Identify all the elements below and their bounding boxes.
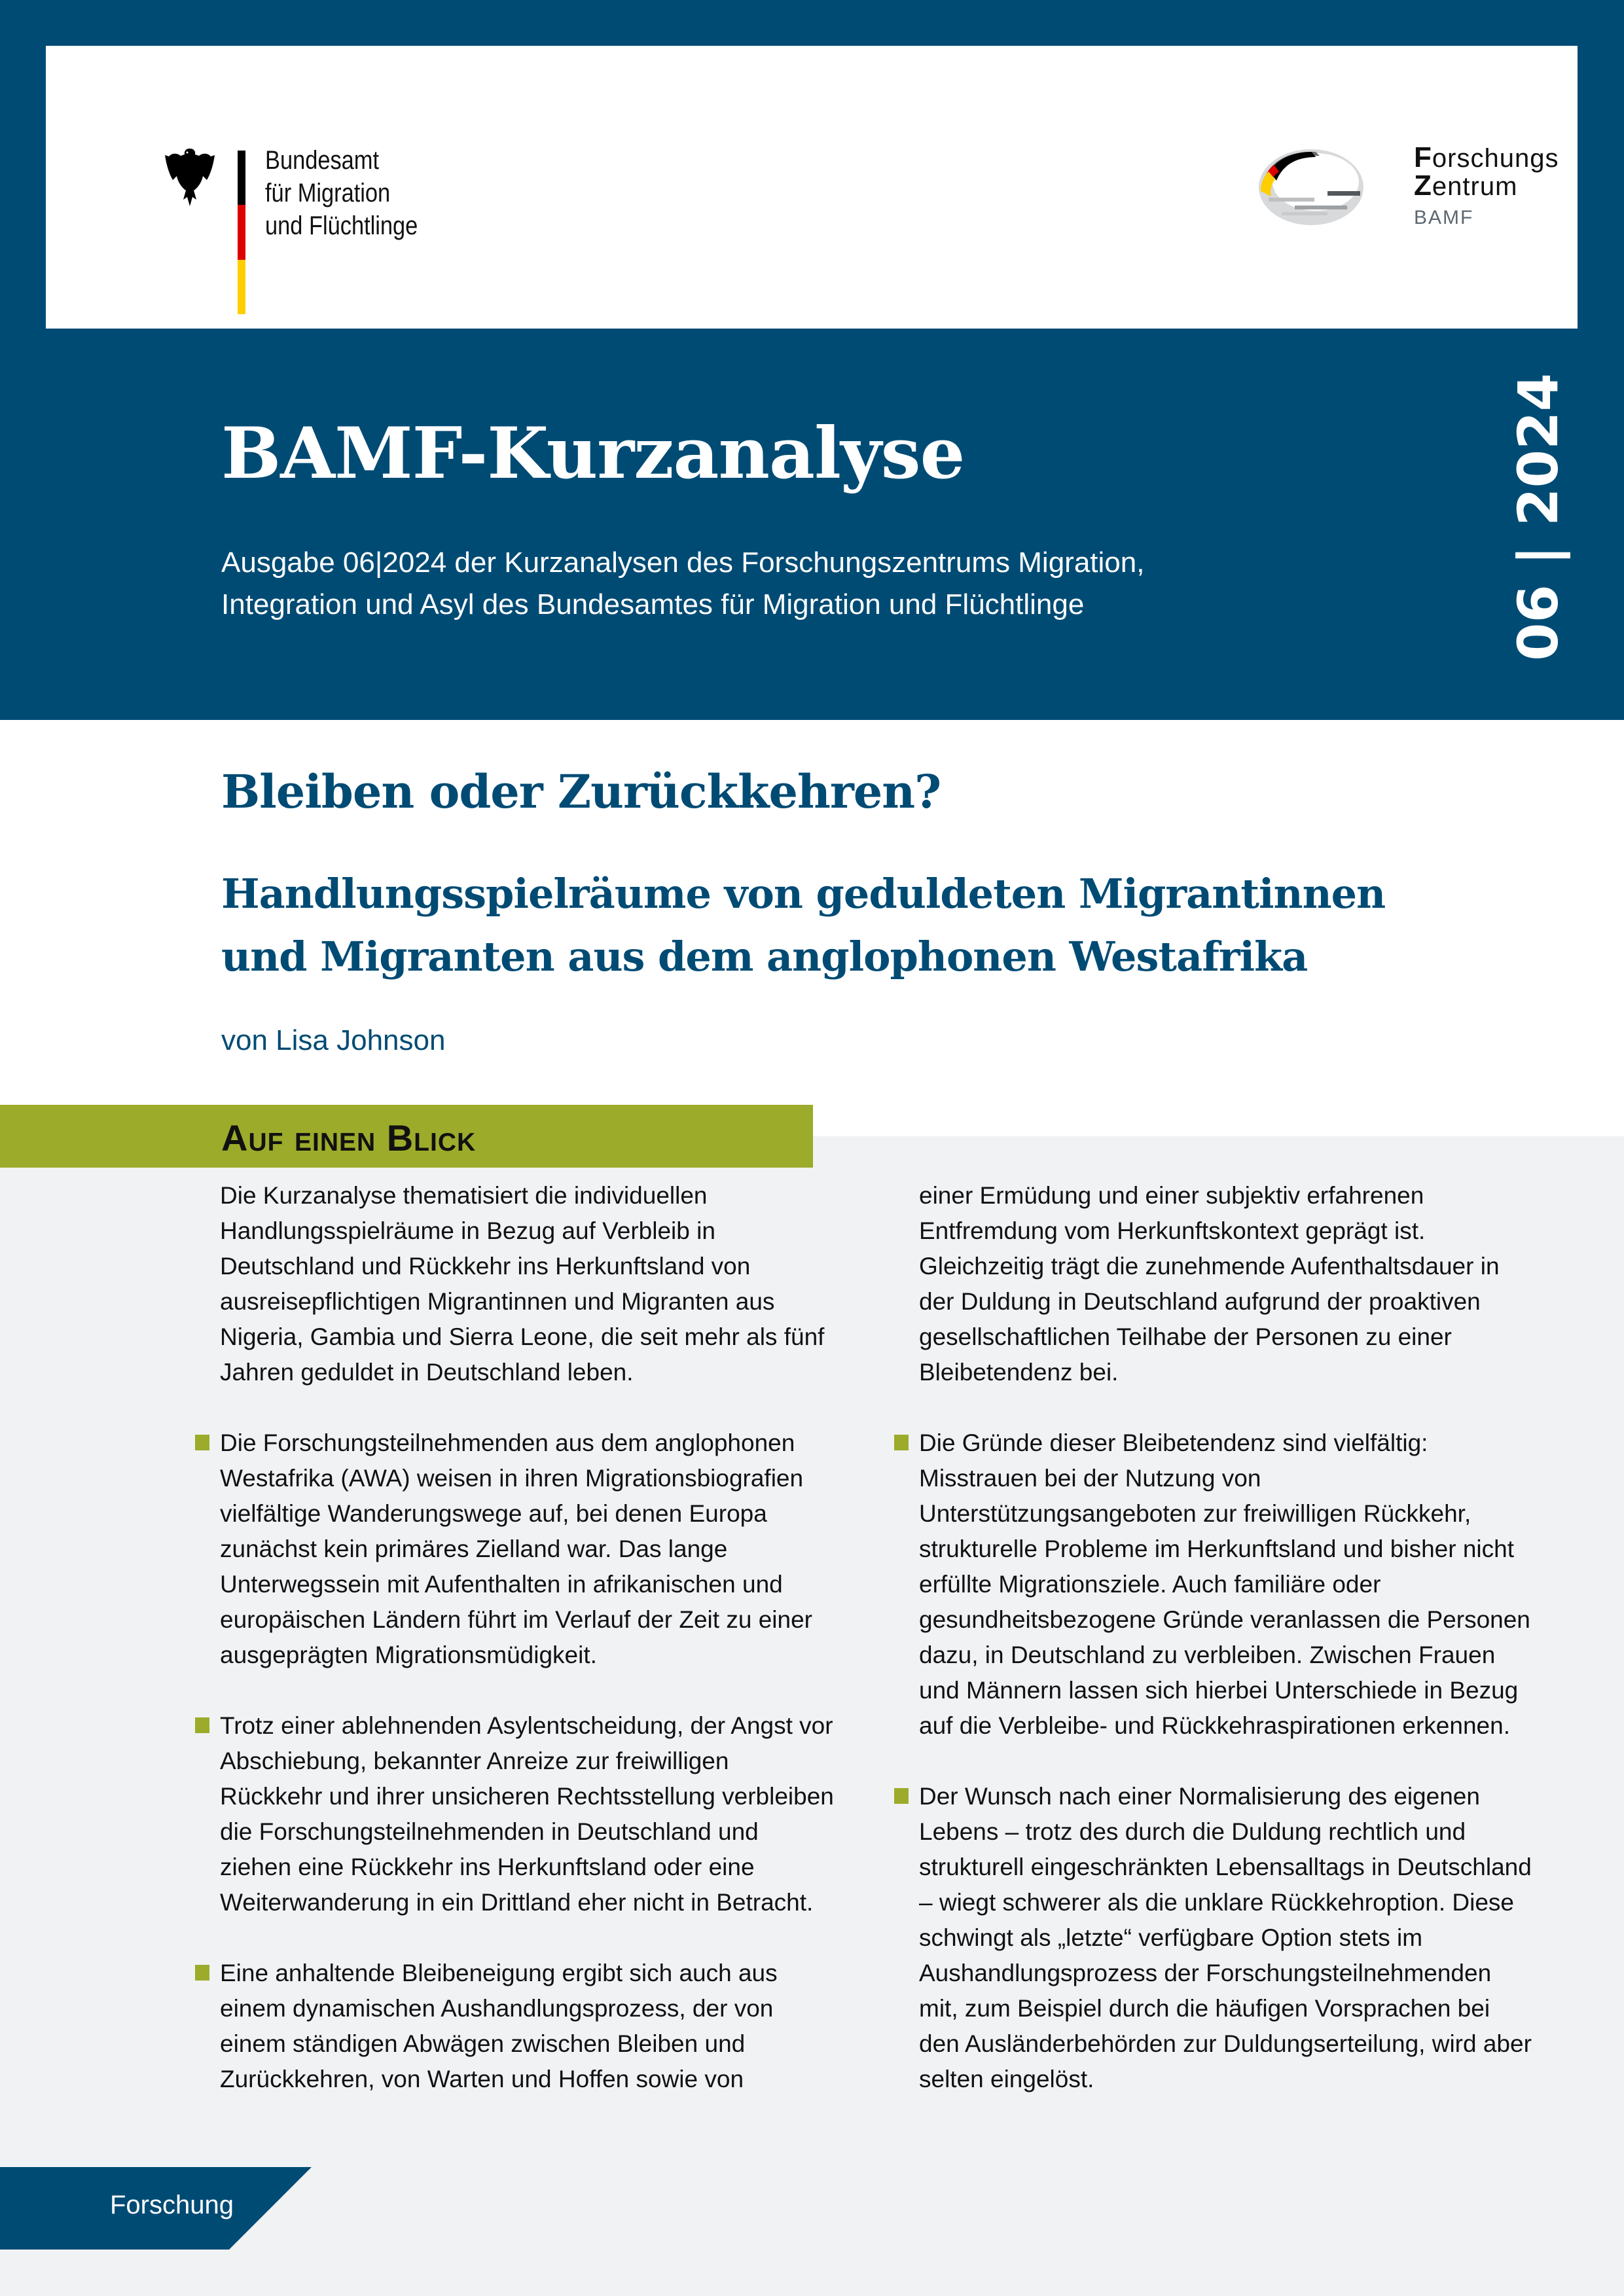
summary-bullet: Die Forschungsteilnehmenden aus dem anglophonen Westafrika (AWA) weisen in ihren Migrationsbiografien vielfältige Wanderungswege auf, bei denen Europa zunächst kein primäres Zielland war. Das lange Unterwegssein mit Aufenthalten in afrikanischen und europäischen Ländern führt im Verlauf der Zeit zu einer ausgeprägten Migrationsmüdigkeit. xyxy=(220,1426,835,1673)
series-title: BAMF-Kurzanalyse xyxy=(221,412,965,495)
bullet-square-icon xyxy=(894,1788,909,1804)
summary-heading-bar xyxy=(0,1105,813,1168)
category-tag xyxy=(0,2167,314,2250)
german-flag-bar xyxy=(238,151,245,314)
research-center-wordmark: Forschungs Zentrum BAMF xyxy=(1414,141,1559,228)
bullet-square-icon xyxy=(894,1435,909,1450)
summary-intro: Die Kurzanalyse thematisiert die individuellen Handlungsspielräume in Bezug auf Verbleib in Deutschland und Rückkehr ins Herkunftsland von ausreisepflichtigen Migrantinnen und Migranten aus Nigeria, Gambia und Sierra Leone, die seit mehr als fünf Jahren geduldet in Deutschland leben. xyxy=(220,1182,825,1386)
summary-continuation: einer Ermüdung und einer subjektiv erfahrenen Entfremdung vom Herkunftskontext geprägt ist. Gleichzeitig trägt die zunehmende Aufenthaltsdauer in der Duldung in Deutschland aufgrund der proaktiven gesellschaftlichen Teilhabe der Personen zu einer Bleibetendenz bei. xyxy=(919,1182,1500,1386)
logo-box xyxy=(46,46,1578,329)
article-subtitle: Handlungsspielräume von geduldeten Migrantinnen und Migranten aus dem anglophonen Westafrika xyxy=(221,870,1386,980)
summary-column-left xyxy=(220,1178,835,2132)
summary-bullet: Trotz einer ablehnenden Asylentscheidung, der Angst vor Abschiebung, bekannter Anreize zur freiwilligen Rückkehr und ihrer unsicheren Rechtsstellung verbleiben die Forschungsteilnehmenden in Deutschland und ziehen eine Rückkehr ins Herkunftsland oder eine Weiterwanderung in ein Drittland eher nicht in Betracht. xyxy=(220,1708,835,1920)
bullet-square-icon xyxy=(195,1435,209,1450)
summary-bullet: Eine anhaltende Bleibeneigung ergibt sich auch aus einem dynamischen Aushandlungsprozess, der von einem ständigen Abwägen zwischen Bleiben und Zurückkehren, von Warten und Hoffen sowie von xyxy=(220,1956,835,2097)
series-subtitle: Ausgabe 06|2024 der Kurzanalysen des Forschungszentrums Migration, Integration und Asyl des Bundesamtes für Migration und Flüchtlinge xyxy=(221,547,1145,620)
federal-eagle-icon xyxy=(157,147,223,207)
bullet-square-icon xyxy=(195,1965,209,1981)
header-band xyxy=(0,0,1624,720)
bullet-square-icon xyxy=(195,1717,209,1733)
issue-number: 06 | 2024 xyxy=(1506,373,1570,661)
article-title: Bleiben oder Zurückkehren? xyxy=(221,764,941,819)
author-byline: von Lisa Johnson xyxy=(221,1024,446,1056)
research-center-globe-icon xyxy=(1255,143,1367,228)
summary-heading: Auf einen Blick xyxy=(221,1117,477,1158)
category-label: Forschung xyxy=(110,2191,234,2219)
agency-name: Bundesamt für Migration und Flüchtlinge xyxy=(265,146,418,240)
summary-bullet: Die Gründe dieser Bleibetendenz sind vielfältig: Misstrauen bei der Nutzung von Unterstützungsangeboten zur freiwilligen Rückkehr, strukturelle Probleme im Herkunftsland und bisher nicht erfüllte Migrationsziele. Auch familiäre oder gesundheitsbezogene Gründe veranlassen die Personen dazu, in Deutschland zu verbleiben. Zwischen Frauen und Männern lassen sich hierbei Unterschiede in Bezug auf die Verbleibe- und Rückkehraspirationen erkennen. xyxy=(919,1426,1534,1744)
summary-column-right xyxy=(919,1178,1534,2132)
summary-bullet: Der Wunsch nach einer Normalisierung des eigenen Lebens – trotz des durch die Duldung rechtlich und strukturell eingeschränkten Lebensalltags in Deutschland – wiegt schwerer als die unklare Rückkehroption. Diese schwingt als „letzte“ verfügbare Option stets im Aushandlungsprozess der Forschungsteilnehmenden mit, zum Beispiel durch die häufigen Vorsprachen bei den Ausländerbehörden zur Duldungserteilung, wird aber selten eingelöst. xyxy=(919,1779,1534,2097)
